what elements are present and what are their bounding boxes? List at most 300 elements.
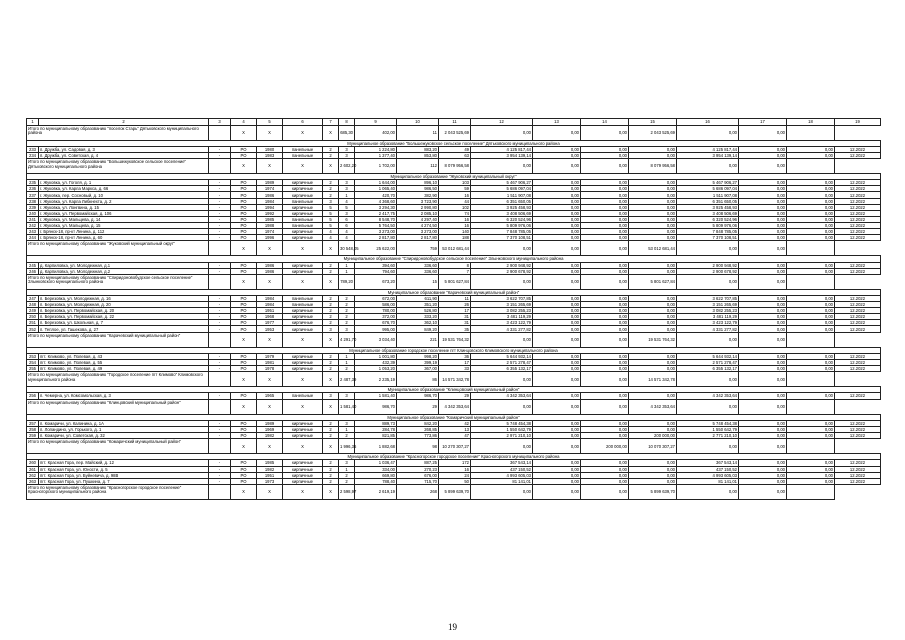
table-cell: 2 417,75	[355, 210, 397, 216]
table-cell: 0,00	[533, 359, 581, 365]
table-cell: 394,60	[355, 262, 397, 268]
table-cell: -	[209, 359, 231, 365]
table-cell: 15	[397, 274, 439, 289]
table-cell: 112	[397, 158, 439, 173]
table-cell: 5 801 627,84	[629, 274, 677, 289]
table-cell: 0,00	[739, 420, 787, 426]
table-cell: 2 085,10	[397, 210, 439, 216]
table-cell: 0,00	[629, 222, 677, 228]
table-cell: -	[209, 192, 231, 198]
table-cell: 53 012 681,44	[629, 241, 677, 256]
table-cell: 1	[339, 466, 355, 472]
table-cell: 3 273,00	[355, 229, 397, 235]
table-cell: 2 235,19	[355, 372, 397, 387]
table-cell: 0,00	[533, 192, 581, 198]
table-cell: пгт. Красная Гора, пер. Майский, д. 12	[39, 460, 209, 466]
table-cell: PO	[231, 359, 257, 365]
table-cell: 1973	[257, 478, 283, 484]
table-cell: 0,00	[739, 320, 787, 326]
table-cell: 1994	[257, 204, 283, 210]
table-cell: кирпичные	[283, 420, 323, 426]
table-cell: кирпичные	[283, 204, 323, 210]
table-cell: 12.2022	[835, 210, 881, 216]
table-cell: 1968	[257, 314, 283, 320]
table-cell: 239	[27, 204, 39, 210]
table-cell: PO	[231, 180, 257, 186]
table-cell: -	[209, 393, 231, 399]
table-cell: 0,00	[581, 210, 629, 216]
table-cell: 2	[339, 320, 355, 326]
table-cell: 1 036,47	[355, 460, 397, 466]
table-cell: 2 900 948,92	[471, 262, 533, 268]
table-cell: PO	[231, 314, 257, 320]
table-cell: г. Жуковка, ул. Мальцева, д. 14	[39, 216, 209, 222]
table-cell: 0,00	[581, 420, 629, 426]
table-cell: 0,00	[581, 229, 629, 235]
municipality-section-title: Муниципальное образование "Красногорское городское поселение" Красногорского муниципального района	[27, 454, 881, 460]
table-cell: 257	[27, 420, 39, 426]
table-cell	[787, 125, 835, 140]
table-cell: 3	[339, 460, 355, 466]
table-cell: 3	[339, 420, 355, 426]
table-cell: X	[323, 372, 339, 387]
table-cell: -	[209, 180, 231, 186]
table-cell: 0,00	[533, 186, 581, 192]
table-cell: PO	[231, 198, 257, 204]
table-cell: 0,00	[533, 198, 581, 204]
table-cell: 0,00	[581, 433, 629, 439]
table-cell: 6 355 132,17	[677, 366, 739, 372]
table-cell: 2	[339, 433, 355, 439]
table-cell: 3 408 506,69	[677, 210, 739, 216]
table-cell: 0,00	[471, 439, 533, 454]
table-cell: 0,00	[581, 152, 629, 158]
table-cell: 0,00	[739, 158, 787, 173]
table-cell: 2 598,97	[339, 484, 355, 499]
table-cell: 2 619,19	[355, 484, 397, 499]
table-cell: 44	[439, 198, 471, 204]
table-cell: -	[209, 478, 231, 484]
table-cell: 0,00	[581, 314, 629, 320]
table-cell: 2 900 678,92	[677, 268, 739, 274]
table-cell: 63	[439, 152, 471, 158]
table-cell: 420,70	[355, 192, 397, 198]
table-cell: 0,00	[629, 198, 677, 204]
table-cell: 0,00	[739, 302, 787, 308]
table-cell: 4	[339, 229, 355, 235]
table-cell: 0,00	[533, 399, 581, 414]
column-number-cell: 1	[27, 119, 39, 126]
table-cell: 1 550 642,79	[471, 426, 533, 432]
table-cell: 270,23	[397, 466, 439, 472]
table-cell: 2	[323, 186, 339, 192]
table-cell: 0,00	[629, 326, 677, 332]
table-cell: 29	[439, 393, 471, 399]
table-cell: п. Дружба, ул. Садовая, д. 3	[39, 146, 209, 152]
table-cell: -	[209, 426, 231, 432]
table-cell: 1	[339, 426, 355, 432]
table-cell: 5 809 976,06	[677, 222, 739, 228]
table-cell	[787, 332, 835, 347]
table-cell: 362,10	[397, 320, 439, 326]
table-cell: 0,00	[581, 478, 629, 484]
table-cell: панельные	[283, 146, 323, 152]
column-number-cell: 19	[835, 119, 881, 126]
table-cell: 0,00	[629, 420, 677, 426]
table-cell: 0,00	[787, 426, 835, 432]
table-cell: 0,00	[787, 366, 835, 372]
table-cell: 0,00	[581, 198, 629, 204]
table-cell: 0,00	[629, 180, 677, 186]
table-cell: 0,00	[677, 158, 739, 173]
table-cell: 0,00	[787, 326, 835, 332]
table-cell: 7 848 785,05	[471, 229, 533, 235]
table-cell: 12.2022	[835, 308, 881, 314]
table-cell: 5 748 454,38	[677, 420, 739, 426]
table-cell: 53 012 681,44	[439, 241, 471, 256]
table-cell: 0,00	[629, 210, 677, 216]
table-cell: 773,86	[397, 433, 439, 439]
table-cell: -	[209, 152, 231, 158]
table-cell: 11	[439, 296, 471, 302]
table-cell: 0,00	[739, 353, 787, 359]
table-cell: 233	[27, 146, 39, 152]
table-cell: 586,00	[355, 302, 397, 308]
table-cell	[787, 274, 835, 289]
table-cell: 2 771 210,10	[677, 433, 739, 439]
table-cell: 0,00	[739, 186, 787, 192]
table-cell: 4 993 605,03	[471, 472, 533, 478]
table-cell: 759	[397, 241, 439, 256]
table-cell: PO	[231, 222, 257, 228]
table-cell: 2	[323, 472, 339, 478]
table-cell: 1 053,20	[355, 366, 397, 372]
municipality-section-title: Муниципальное образование "Комаричский муниципальный район"	[27, 414, 881, 420]
table-cell: 5 467 906,27	[677, 180, 739, 186]
table-cell: 3	[339, 146, 355, 152]
table-cell: 2	[339, 296, 355, 302]
table-cell: 0,00	[677, 439, 739, 454]
table-cell: X	[323, 125, 339, 140]
table-cell: п. Лопандино, ул. Горького, д. 1	[39, 426, 209, 432]
table-cell: 0,00	[533, 268, 581, 274]
table-cell: 1982	[257, 466, 283, 472]
table-cell: 0,00	[677, 332, 739, 347]
table-cell: -	[209, 216, 231, 222]
table-cell: 240	[27, 210, 39, 216]
table-cell: 4	[339, 198, 355, 204]
table-cell: 0,00	[739, 478, 787, 484]
table-cell: X	[323, 158, 339, 173]
table-cell: 4 993 605,03	[677, 472, 739, 478]
table-cell: 672,00	[355, 296, 397, 302]
table-cell: 0,00	[581, 332, 629, 347]
table-cell: 2 971 210,10	[471, 433, 533, 439]
table-cell: -	[209, 296, 231, 302]
table-cell: 0,00	[739, 439, 787, 454]
table-cell: панельные	[283, 216, 323, 222]
table-cell: 1977	[257, 320, 283, 326]
table-cell: 3 408 506,69	[471, 210, 533, 216]
table-cell: 0,00	[787, 235, 835, 241]
table-cell: 3	[339, 393, 355, 399]
table-cell: 0,00	[533, 472, 581, 478]
table-cell: 0,00	[533, 484, 581, 499]
table-cell: 254	[27, 359, 39, 365]
table-cell	[787, 241, 835, 256]
table-cell: PO	[231, 146, 257, 152]
table-cell: 4 331 277,82	[677, 326, 739, 332]
table-cell: 3 954 139,14	[471, 152, 533, 158]
table-cell: 372,00	[355, 314, 397, 320]
table-cell: 244	[27, 235, 39, 241]
table-cell: 255	[27, 366, 39, 372]
table-cell: 4	[323, 235, 339, 241]
table-cell: 0,00	[739, 210, 787, 216]
table-cell: 0,00	[629, 359, 677, 365]
column-number-cell: 9	[355, 119, 397, 126]
table-cell: 0,00	[581, 241, 629, 256]
table-cell: 1	[339, 192, 355, 198]
table-cell: 12.2022	[835, 466, 881, 472]
table-cell: кирпичные	[283, 426, 323, 432]
table-cell: 14 571 342,78	[439, 372, 471, 387]
table-cell: 0,00	[787, 478, 835, 484]
table-cell: 268	[397, 484, 439, 499]
table-cell: 16	[439, 222, 471, 228]
table-cell: 260	[27, 460, 39, 466]
table-cell: 0,00	[471, 158, 533, 173]
table-cell: 140	[439, 229, 471, 235]
table-cell: 0,00	[581, 125, 629, 140]
table-cell: 788,40	[355, 478, 397, 484]
table-cell: 235	[27, 180, 39, 186]
table-cell: 86	[397, 372, 439, 387]
table-cell: X	[231, 439, 257, 454]
table-cell: 16	[439, 466, 471, 472]
table-cell: 4	[323, 229, 339, 235]
table-cell: 1989	[257, 180, 283, 186]
table-cell: 0,00	[739, 433, 787, 439]
table-cell: 0,00	[533, 466, 581, 472]
table-cell: 12.2022	[835, 180, 881, 186]
table-cell: 1	[339, 359, 355, 365]
table-cell: д. Карпиловка, ул. Молодежная, д.2	[39, 268, 209, 274]
table-cell: X	[283, 241, 323, 256]
table-cell: 0,00	[787, 186, 835, 192]
table-cell: 673,20	[355, 274, 397, 289]
table-cell: 0,00	[677, 241, 739, 256]
table-cell: кирпичные	[283, 359, 323, 365]
table-cell: 0,00	[581, 262, 629, 268]
table-cell: кирпичные	[283, 326, 323, 332]
table-cell: 3 082 255,23	[677, 308, 739, 314]
table-cell: 2	[323, 353, 339, 359]
table-cell: X	[283, 158, 323, 173]
table-cell: 611,90	[397, 296, 439, 302]
table-cell: 1984	[257, 296, 283, 302]
table-cell: X	[257, 241, 283, 256]
table-cell: 236	[27, 186, 39, 192]
table-cell: 12.2022	[835, 460, 881, 466]
table-cell: 0,00	[533, 125, 581, 140]
table-cell: 2	[323, 314, 339, 320]
municipality-total-row	[27, 241, 881, 256]
table-cell: 0,00	[739, 308, 787, 314]
table-cell: X	[283, 125, 323, 140]
table-cell: 12.2022	[835, 235, 881, 241]
table-cell: г. Брянск-18, пр-кт Ленина, д. 112	[39, 229, 209, 235]
table-cell: PO	[231, 210, 257, 216]
table-cell: пгт. Климово, ул. Полевая, д. 55	[39, 359, 209, 365]
table-cell: 16	[439, 192, 471, 198]
table-cell: 0,00	[581, 460, 629, 466]
table-cell	[209, 484, 231, 499]
table-cell: 0,00	[739, 466, 787, 472]
table-cell: 5 748 454,38	[471, 420, 533, 426]
table-cell: 2	[323, 366, 339, 372]
table-cell: X	[323, 484, 339, 499]
table-cell: 0,00	[581, 146, 629, 152]
table-cell: 367,00	[397, 366, 439, 372]
table-cell: X	[231, 484, 257, 499]
table-cell: 5 686 097,04	[471, 186, 533, 192]
table-cell: -	[209, 420, 231, 426]
table-cell: 4 274,50	[397, 222, 439, 228]
table-cell: 4 297,40	[397, 216, 439, 222]
table-cell: 42	[439, 420, 471, 426]
table-cell: 0,00	[787, 146, 835, 152]
table-cell: 0,00	[739, 125, 787, 140]
total-label-cell: Итого по муниципальному образованию "Красногорское городское поселение" Красногорского муниципального района	[27, 484, 209, 499]
table-cell: X	[257, 484, 283, 499]
table-cell: 0,00	[739, 399, 787, 414]
table-cell: 2	[323, 420, 339, 426]
table-cell: PO	[231, 460, 257, 466]
table-cell: 200 000,00	[629, 433, 677, 439]
table-cell: -	[209, 326, 231, 332]
table-cell: -	[209, 302, 231, 308]
table-cell: панельные	[283, 302, 323, 308]
table-cell: 0,00	[581, 320, 629, 326]
table-cell: 3	[339, 186, 355, 192]
table-cell	[209, 439, 231, 454]
table-cell: 0,00	[787, 180, 835, 186]
table-cell: 5 899 639,70	[629, 484, 677, 499]
table-cell: 0,00	[787, 302, 835, 308]
table-cell: г. Жуковка, пер. Сосновый, д. 10	[39, 192, 209, 198]
table-cell: 0,00	[739, 472, 787, 478]
table-cell: PO	[231, 204, 257, 210]
table-cell: 437 150,52	[677, 466, 739, 472]
table-cell: 1985	[257, 460, 283, 466]
table-cell: X	[283, 274, 323, 289]
table-cell: 0,00	[533, 216, 581, 222]
column-number-cell: 4	[231, 119, 257, 126]
table-cell: 5 809 976,06	[471, 222, 533, 228]
table-cell: 5 764,50	[355, 222, 397, 228]
table-cell: 0,00	[581, 326, 629, 332]
table-cell: 986,70	[355, 399, 397, 414]
table-cell: 0,00	[739, 198, 787, 204]
table-cell: 50	[439, 478, 471, 484]
total-label-cell: Итого по муниципальному образованию "Жуковский муниципальный округ"	[27, 241, 209, 256]
table-cell: 247	[27, 296, 39, 302]
table-cell: 2	[339, 472, 355, 478]
table-cell: 10 270 307,27	[439, 439, 471, 454]
table-cell: 2	[323, 433, 339, 439]
table-cell: 3	[323, 326, 339, 332]
table-cell: 12.2022	[835, 393, 881, 399]
table-cell: X	[257, 399, 283, 414]
table-cell: г. Жуковка, ул. Лонгвина, д. 15	[39, 204, 209, 210]
table-cell	[787, 158, 835, 173]
table-cell: 2 900 678,92	[471, 268, 533, 274]
table-cell: 5 644 932,14	[471, 353, 533, 359]
table-cell: кирпичные	[283, 366, 323, 372]
table-cell: г. Жуковка, ул. Карла Либкнехта, д. 2	[39, 198, 209, 204]
total-label-cell: Итого по муниципальному образованию "Спиридоновобудское сельское поселение" Злынковского муниципального района	[27, 274, 209, 289]
table-cell: 0,00	[581, 484, 629, 499]
table-cell: 0,00	[739, 393, 787, 399]
table-cell: X	[231, 158, 257, 173]
table-cell: 12.2022	[835, 472, 881, 478]
municipality-total-row	[27, 125, 881, 140]
table-cell: 333,20	[397, 314, 439, 320]
table-cell: 12.2022	[835, 420, 881, 426]
table-cell: 0,00	[787, 433, 835, 439]
table-cell: 241	[27, 216, 39, 222]
table-cell: 263	[27, 478, 39, 484]
table-cell: -	[209, 146, 231, 152]
table-cell: пгт. Красная Гора, ул. Буйневича, д. 98В	[39, 472, 209, 478]
table-cell: 3 622 707,85	[677, 296, 739, 302]
table-cell: 3 151 265,69	[471, 302, 533, 308]
table-cell: 2 817,80	[397, 235, 439, 241]
table-cell: 1 511 907,08	[677, 192, 739, 198]
table-cell: 284,78	[355, 426, 397, 432]
table-cell: 0,00	[629, 314, 677, 320]
column-number-cell: 14	[581, 119, 629, 126]
table-cell: кирпичные	[283, 466, 323, 472]
table-cell: 0,00	[629, 366, 677, 372]
table-cell: 5	[339, 204, 355, 210]
table-cell: 2	[323, 460, 339, 466]
table-cell: 19 531 764,32	[439, 332, 471, 347]
table-cell: 2 571 278,47	[471, 359, 533, 365]
table-cell: 336,60	[397, 268, 439, 274]
table-cell	[209, 332, 231, 347]
table-cell: панельные	[283, 198, 323, 204]
table-cell: п. Комаричи, ул. Калинина, д. 1А	[39, 420, 209, 426]
table-cell: 1986	[257, 268, 283, 274]
table-cell: 0,00	[533, 353, 581, 359]
table-cell: 0,00	[677, 372, 739, 387]
table-cell: 382,90	[397, 192, 439, 198]
table-cell: 1951	[257, 308, 283, 314]
table-cell: -	[209, 460, 231, 466]
table-cell: 5 644 932,14	[677, 353, 739, 359]
table-cell: 2	[323, 466, 339, 472]
table-cell: 0,00	[629, 460, 677, 466]
table-cell: 7 848 785,05	[677, 229, 739, 235]
table-cell: 1985	[257, 216, 283, 222]
table-cell: 12.2022	[835, 146, 881, 152]
table-cell: 2	[323, 359, 339, 365]
table-cell: 399,19	[397, 359, 439, 365]
table-cell: 0,00	[533, 320, 581, 326]
table-cell: 2	[323, 308, 339, 314]
